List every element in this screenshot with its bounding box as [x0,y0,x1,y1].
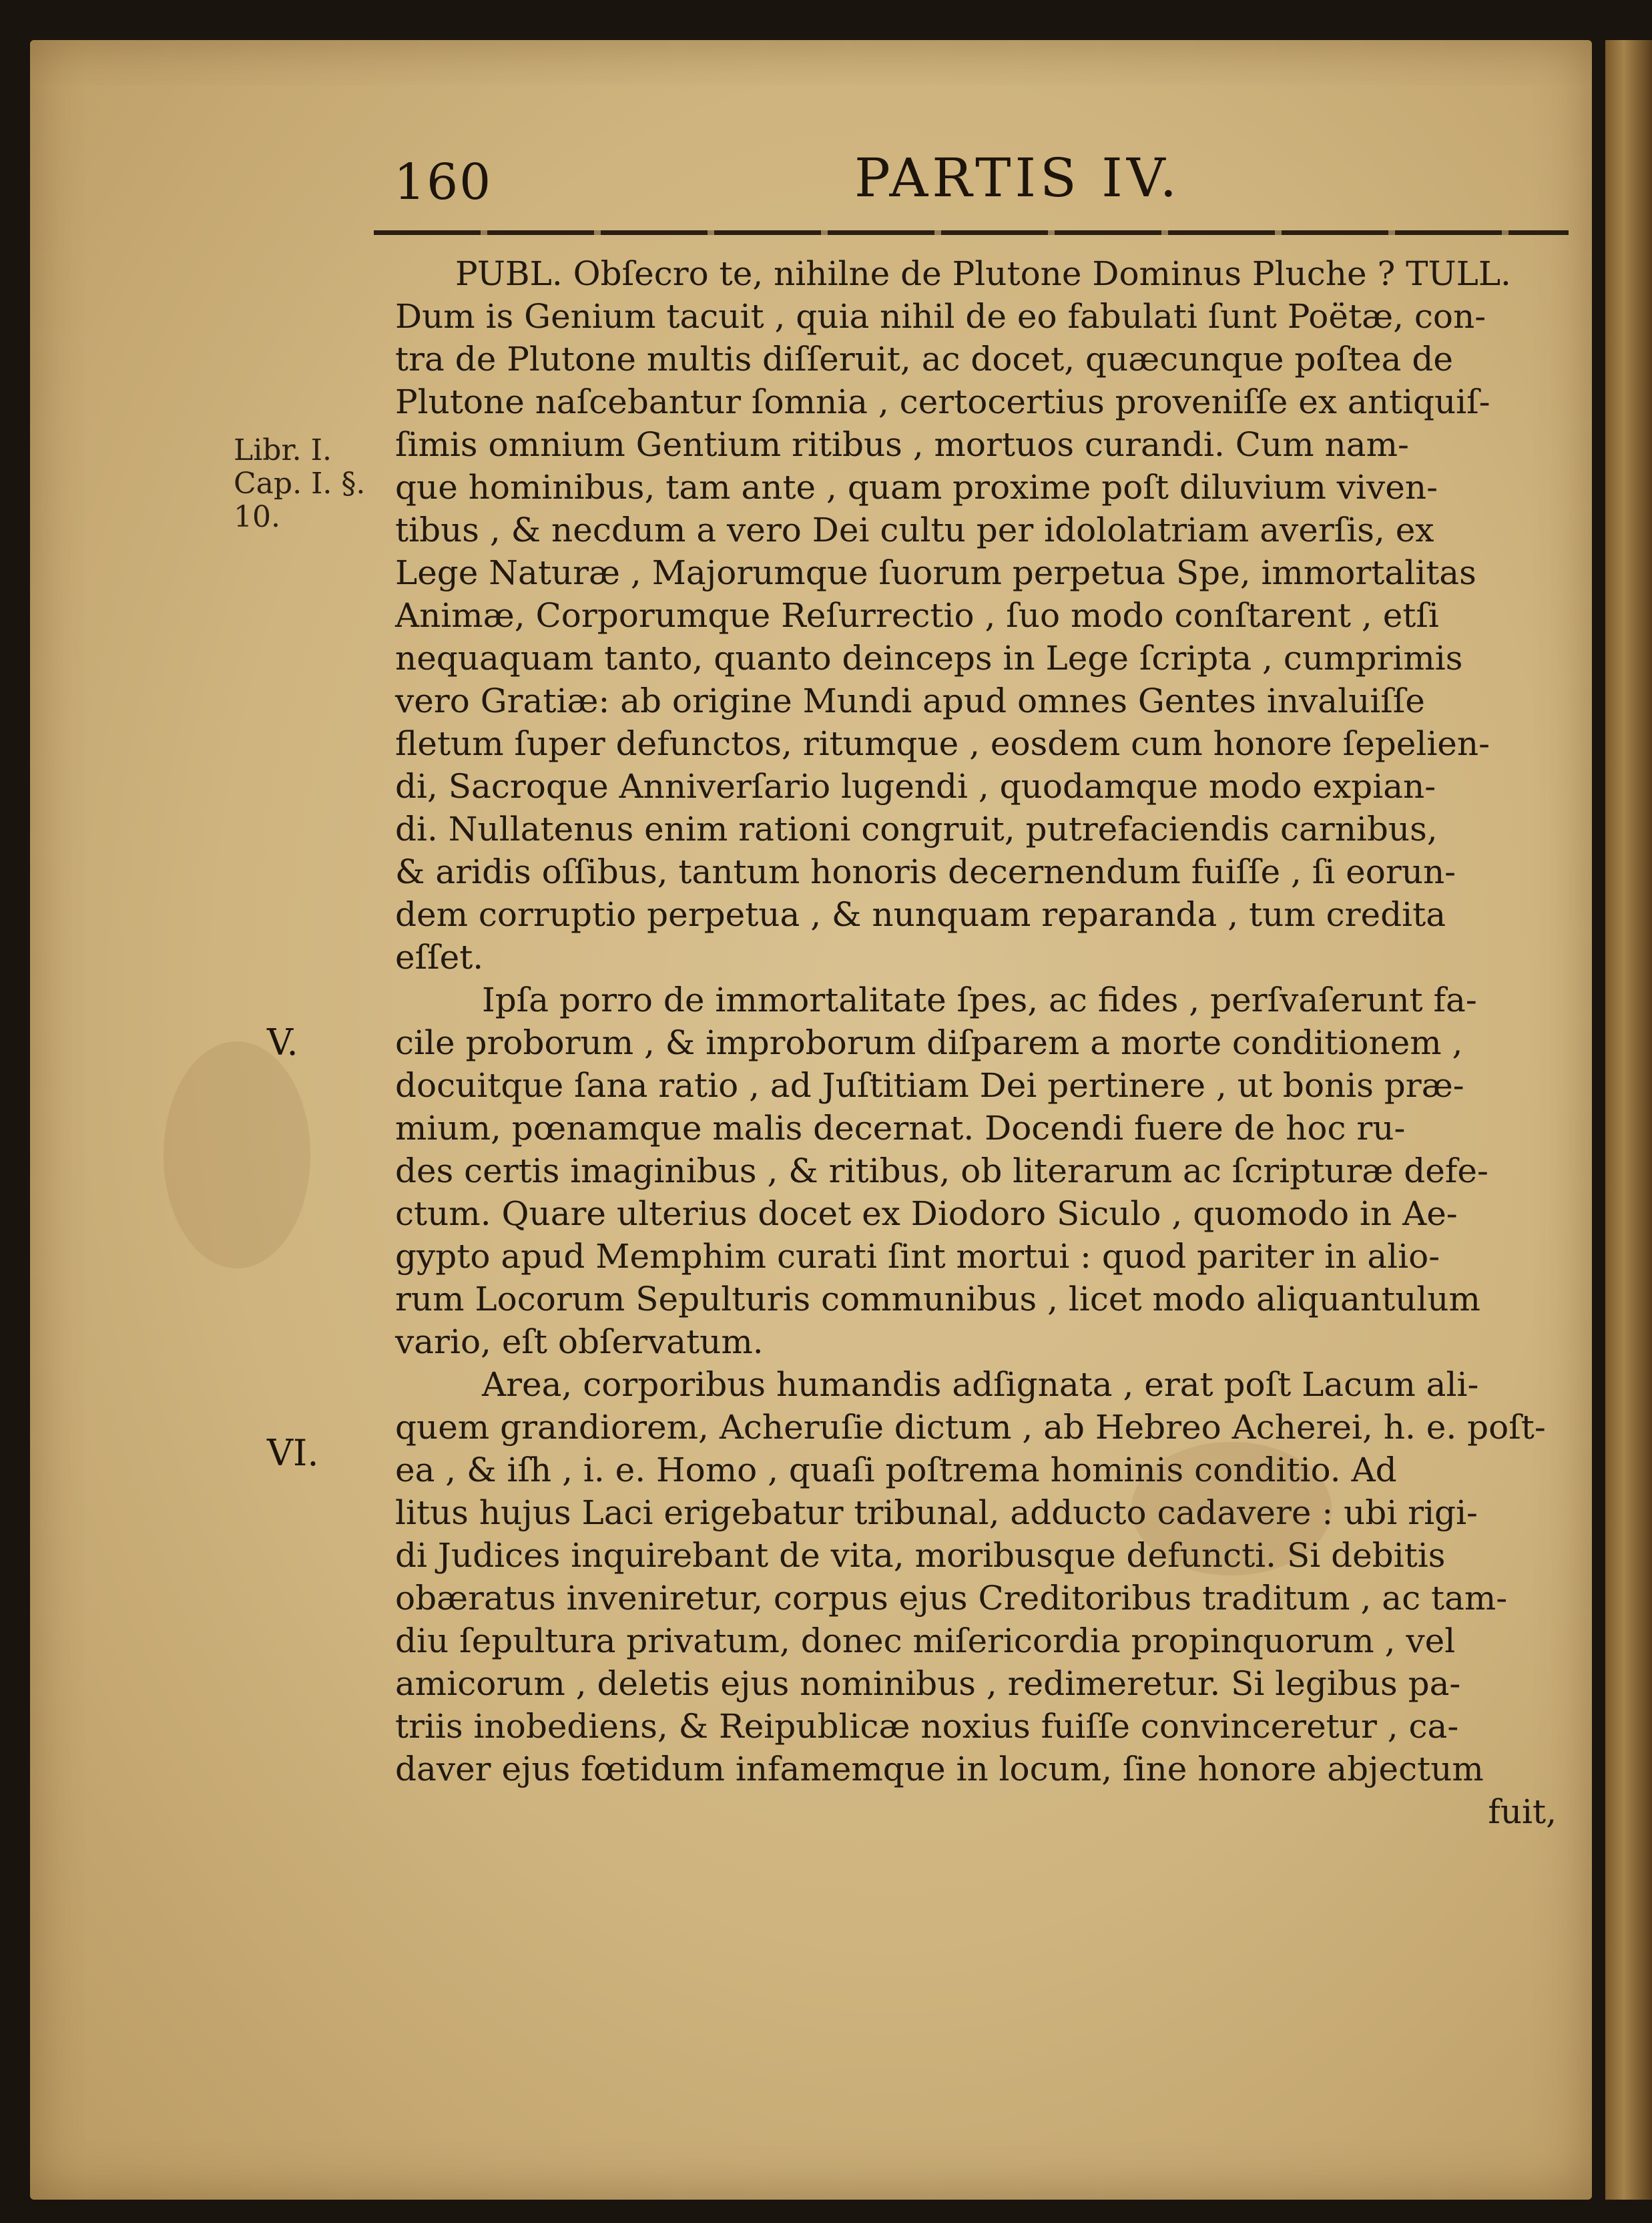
text-line: Ipſa porro de immortalitate ſpes, ac fides , perſvaſerunt fa- [482,981,1477,1019]
margin-note-line: 10. [234,500,280,534]
page-number: 160 [394,154,493,211]
text-line: fletum ſuper defunctos, ritumque , eosdem cum honore ſepelien- [395,724,1490,763]
text-line: tra de Plutone multis diſſeruit, ac docet, quæcunque poſtea de [395,340,1453,379]
text-line: que hominibus, tam ante , quam proxime poſt diluvium viven- [395,468,1438,507]
header-rule [374,230,1569,235]
text-line: obæratus inveniretur, corpus ejus Creditoribus traditum , ac tam- [395,1579,1508,1618]
text-line: & aridis oſſibus, tantum honoris decernendum fuiſſe , ſi eorun- [395,852,1456,891]
margin-note-line: Cap. I. §. [234,467,366,501]
text-line: Animæ, Corporumque Reſurrectio , ſuo modo conſtarent , etſi [395,596,1439,635]
text-line: eſſet. [395,938,484,977]
body-text [395,252,1557,1833]
text-line: ſimis omnium Gentium ritibus , mortuos curandi. Cum nam- [395,425,1409,464]
section-number-vi: VI. [267,1432,319,1474]
text-line: Lege Naturæ , Majorumque ſuorum perpetua Spe, immortalitas [395,553,1476,592]
text-line: ctum. Quare ulterius docet ex Diodoro Siculo , quomodo in Ae- [395,1194,1458,1233]
running-title: PARTIS IV. [854,147,1181,209]
text-line: dem corruptio perpetua , & nunquam reparanda , tum credita [395,895,1446,934]
text-line: Plutone naſcebantur ſomnia , certocertius proveniſſe ex antiquiſ- [395,383,1490,421]
text-line: PUBL. Obſecro te, nihilne de Plutone Dominus Pluche ? TULL. [455,254,1511,293]
text-line: di Judices inquirebant de vita, moribusque defuncti. Si debitis [395,1536,1446,1575]
margin-note-line: Libr. I. [234,433,332,467]
margin-note [234,434,380,534]
paper-stain [164,1041,310,1268]
text-line: rum Locorum Sepulturis communibus , licet modo aliquantulum [395,1280,1480,1318]
text-line: daver ejus fœtidum infamemque in locum, ſine honore abjectum [395,1750,1484,1788]
text-line: di. Nullatenus enim rationi congruit, putrefaciendis carnibus, [395,810,1438,848]
text-line: di, Sacroque Anniverſario lugendi , quodamque modo expian- [395,767,1436,806]
text-line: vero Gratiæ: ab origine Mundi apud omnes Gentes invaluiſſe [395,682,1425,720]
text-line: vario, eſt obſervatum. [395,1322,764,1361]
text-line: nequaquam tanto, quanto deinceps in Lege ſcripta , cumprimis [395,639,1463,678]
page-header [394,147,1569,211]
text-line: des certis imaginibus , & ritibus, ob literarum ac ſcripturæ defe- [395,1152,1488,1190]
text-line: triis inobediens, & Reipublicæ noxius fuiſſe convinceretur , ca- [395,1707,1459,1746]
text-line: docuitque ſana ratio , ad Juſtitiam Dei pertinere , ut bonis præ- [395,1066,1464,1105]
text-line: cile proborum , & improborum diſparem a morte conditionem , [395,1023,1463,1062]
text-line: quem grandiorem, Acheruſie dictum , ab Hebreo Acherei, h. e. poſt- [395,1408,1546,1447]
text-line: mium, pœnamque malis decernat. Docendi fuere de hoc ru- [395,1109,1406,1148]
text-line: tibus , & necdum a vero Dei cultu per idololatriam averſis, ex [395,511,1434,549]
section-number-v: V. [267,1021,298,1063]
text-line: diu ſepultura privatum, donec miſericordia propinquorum , vel [395,1622,1456,1660]
text-line: amicorum , deletis ejus nominibus , redimeretur. Si legibus pa- [395,1664,1461,1703]
text-line: Area, corporibus humandis adſignata , erat poſt Lacum ali- [482,1365,1479,1404]
text-line: ea , & iſh , i. e. Homo , quaſi poſtrema hominis conditio. Ad [395,1451,1397,1489]
text-line: gypto apud Memphim curati ſint mortui : quod pariter in alio- [395,1237,1440,1276]
text-line: litus hujus Laci erigebatur tribunal, adducto cadavere : ubi rigi- [395,1493,1478,1532]
page-edge [1605,40,1652,2200]
text-line: Dum is Genium tacuit , quia nihil de eo fabulati ſunt Poëtæ, con- [395,297,1486,336]
catchword: fuit, [1488,1792,1557,1831]
